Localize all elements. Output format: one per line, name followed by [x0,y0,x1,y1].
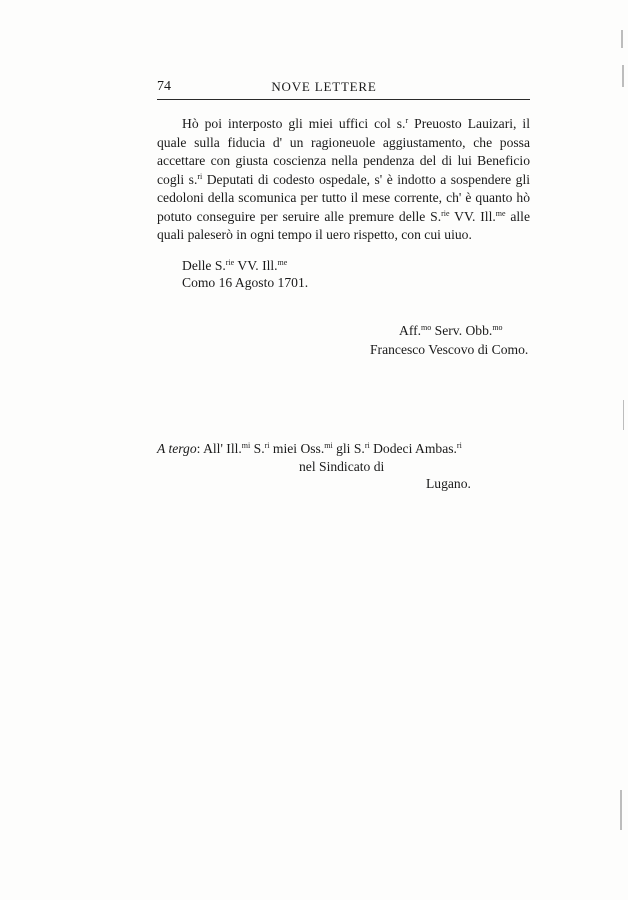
signature-line-1: Aff.$^{mo}$ Serv. Obb.$^{mo}$ [399,323,503,338]
address-line-1 [157,441,462,457]
letter-closing: Delle S.$^{rie}$ VV. Ill.$^{me}$ [182,258,288,273]
scan-speck [620,790,622,830]
header-rule [157,99,530,100]
scan-speck [623,400,624,430]
address-line-3: Lugano. [426,476,471,491]
signature-line-2: Francesco Vescovo di Como. [370,342,529,357]
page-number: 74 [157,79,171,94]
a-tergo-label: A tergo [157,441,197,456]
address-line-2: nel Sindicato di [299,459,385,474]
address-recipient: : All' Ill.$^{mi}$ S.$^{ri}$ miei Oss.$^{mi}$ gli S.$^{ri}$ Dodeci Ambas.$^{ri}$ [196,441,462,456]
scan-speck [622,65,624,87]
letter-body: Hò poi interposto gli miei uffici col s.$^r$ Preuosto Lauizari, il quale sulla fiducia d' un ragioneuole aggiustamento, che possa accettare con giusta coscienza nella pendenza del di lui Beneficio cogli s.$^{ri}$ Deputati di codesto ospedale, s' è indotto a sospendere gli cedoloni della scomunica per tutto il mese corrente, ch' è quanto hò potuto conseguire per seruire alle premure delle S.$^{rie}$ VV. Ill.$^{me}$ alle quali paleserò in ogni tempo il uero rispetto, con cui uiuo. [157,116,530,242]
running-title: NOVE LETTERE [271,79,377,94]
scan-speck [621,30,623,48]
letter-date: Como 16 Agosto 1701. [182,275,309,290]
